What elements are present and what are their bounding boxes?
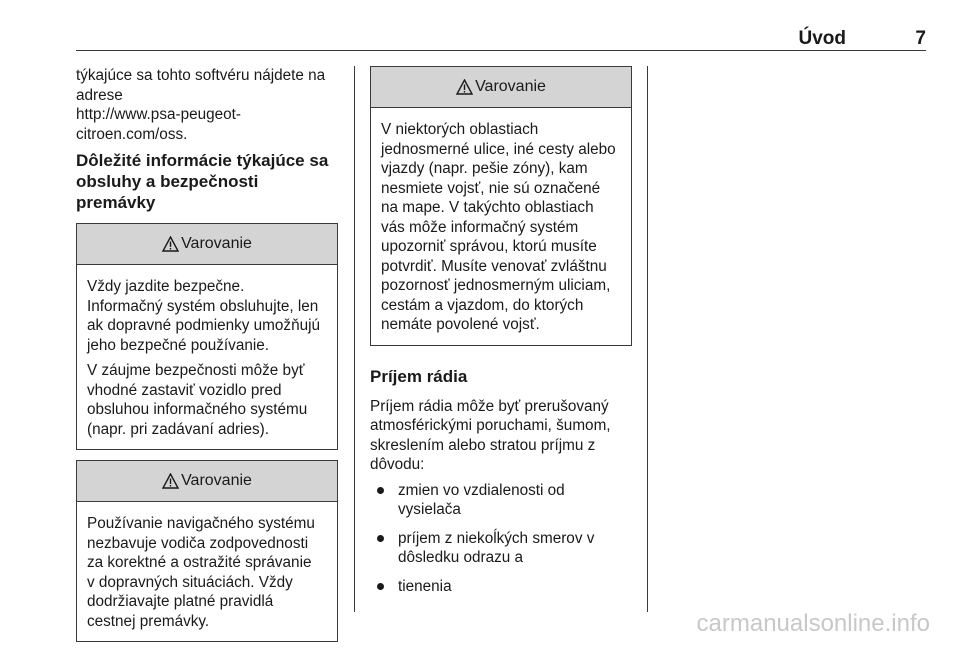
warning-body <box>77 502 337 641</box>
warning-title: Varovanie <box>181 472 252 489</box>
warning-paragraph: Vždy jazdite bezpečne. Informačný systém obsluhujte, len ak dopravné podmienky umožňujú jeho bezpečné používanie. <box>87 278 320 354</box>
section-heading-line: Dôležité informácie týkajúce sa <box>76 151 329 170</box>
intro-link[interactable]: http://www.psa-peugeot- <box>76 106 241 123</box>
section-heading <box>76 150 338 213</box>
watermark: carmanualsonline.info <box>696 610 930 637</box>
warning-triangle-icon <box>162 473 179 489</box>
intro-line: adrese <box>76 86 123 104</box>
column-divider-right <box>647 66 648 612</box>
warning-paragraph: Používanie navigačného systému nezbavuje vodiča zodpovednosti za korektné a ostražité správanie v dopravných situáciách. Vždy dodržiavajte platné pravidlá cestnej premávky. <box>87 515 315 630</box>
warning-box-3 <box>370 66 632 346</box>
radio-paragraph: Príjem rádia môže byť prerušovaný atmosférickými poruchami, šumom, skreslením alebo stratou príjmu z dôvodu: <box>370 397 611 473</box>
radio-heading: Príjem rádia <box>370 366 468 386</box>
reasons-list <box>370 481 632 597</box>
warning-triangle-icon <box>162 236 179 252</box>
list-item: tienenia <box>370 577 632 597</box>
section-heading-line: obsluhy a bezpečnosti premávky <box>76 172 259 212</box>
page-number: 7 <box>915 28 926 49</box>
list-item: zmien vo vzdialenosti od vysielača <box>370 481 632 520</box>
intro-paragraph <box>76 66 338 144</box>
warning-paragraph: V niektorých oblastiach jednosmerné ulice, iné cesty alebo vjazdy (napr. pešie zóny), kam nesmiete vojsť, nie sú označené na mape. V takýchto oblastiach vás môže informačný systém upozorniť správou, ktorú musíte potvrdiť. Musíte venovať zvláštnu pozornosť jednosmerným uliciam, cestám a vjazdom, do ktorých nemáte povolené vojsť. <box>381 121 616 333</box>
warning-paragraph: V záujme bezpečnosti môže byť vhodné zastaviť vozidlo pred obsluhou informačného systému (napr. pri zadávaní adries). <box>87 362 308 438</box>
column-divider-left <box>354 66 355 612</box>
warning-header <box>77 461 337 502</box>
bullet-icon <box>377 583 384 590</box>
warning-header <box>77 224 337 265</box>
warning-title: Varovanie <box>181 235 252 252</box>
warning-box-2 <box>76 460 338 642</box>
warning-body <box>77 265 337 449</box>
intro-link[interactable]: citroen.com/oss. <box>76 125 188 143</box>
bullet-icon <box>377 535 384 542</box>
warning-header <box>371 67 631 108</box>
warning-box-1 <box>76 223 338 450</box>
bullet-icon <box>377 487 384 494</box>
column-left <box>76 66 338 652</box>
page-header <box>76 28 926 51</box>
list-item: príjem z niekoĺkých smerov v dôsledku odrazu a <box>370 529 632 568</box>
warning-body <box>371 108 631 345</box>
warning-title: Varovanie <box>475 78 546 95</box>
column-middle <box>370 66 632 605</box>
warning-triangle-icon <box>456 79 473 95</box>
header-title: Úvod <box>798 28 846 49</box>
intro-line: týkajúce sa tohto softvéru nájdete na <box>76 67 326 84</box>
